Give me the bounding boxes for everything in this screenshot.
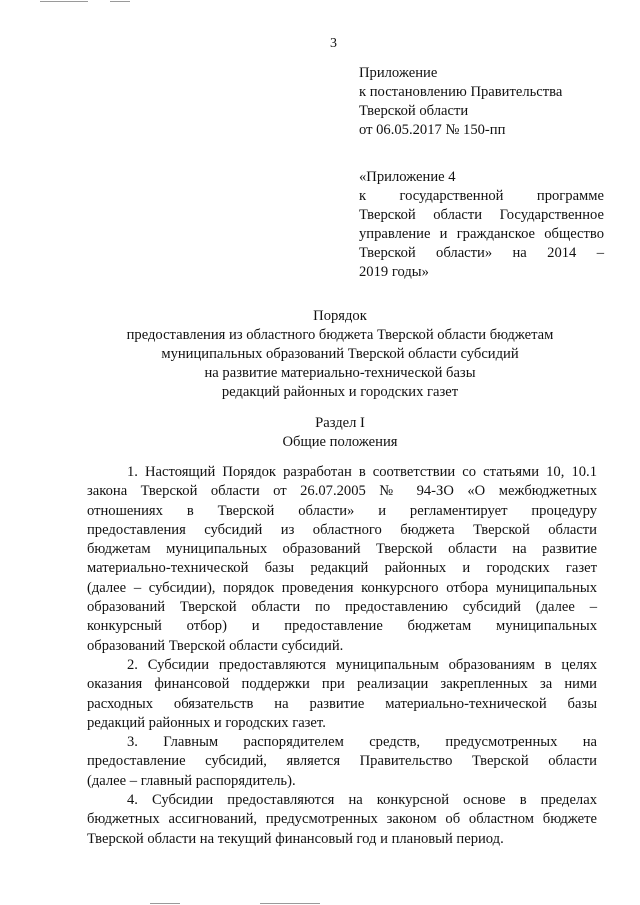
section-number: Раздел I [315, 415, 365, 431]
paragraph-line: (далее – главный распорядитель). [87, 772, 296, 789]
paragraph-line: закона Тверской области от 26.07.2005 № 94-ЗО «О межбюджетных [87, 483, 597, 500]
appendix-line: к постановлению Правительства [359, 84, 563, 100]
paragraph-line: бюджетных ассигнований, предусмотренных законом об областном бюджете [87, 811, 597, 828]
appendix-program-block [359, 168, 604, 282]
paragraph-line: предоставления субсидий из областного бюджета Тверской области [87, 521, 597, 538]
title-line: редакций районных и городских газет [221, 384, 459, 400]
paragraph-line: отношениях в Тверской области» и регламентирует процедуру [87, 502, 597, 519]
paragraph-line: расходных обязательств на развитие материально-технической базы [87, 695, 597, 712]
paragraph-line: 1. Настоящий Порядок разработан в соответствии со статьями 10, 10.1 [127, 464, 597, 480]
appendix-line: к государственной программе [359, 188, 604, 204]
paragraph-line: конкурсный отбор) и предоставление бюджетам муниципальных [87, 618, 597, 635]
document-title [60, 307, 620, 402]
paragraph-line: образований Тверской области по предоставлению субсидий (далее – [87, 599, 597, 616]
section-heading [60, 414, 620, 452]
paragraph-line: материально-технической базы редакций районных и городских газет [87, 560, 597, 577]
title-line: на развитие материально-технической базы [204, 365, 476, 381]
title-line: Порядок [313, 308, 367, 324]
scan-artifact-bottom [150, 903, 180, 904]
paragraph-line: 4. Субсидии предоставляются на конкурсной основе в пределах [127, 792, 597, 809]
paragraph-line: образований Тверской области субсидий. [87, 637, 344, 654]
paragraph-line: 3. Главным распорядителем средств, предусмотренных на [127, 734, 597, 751]
scan-artifact-top [40, 1, 88, 2]
paragraph-line: (далее – субсидии), порядок проведения конкурсного отбора муниципальных [87, 579, 597, 596]
paragraph-line: редакций районных и городских газет. [87, 714, 326, 731]
title-line: предоставления из областного бюджета Тверской области бюджетам [126, 327, 554, 343]
appendix-line: Тверской области [359, 103, 469, 119]
appendix-line: Тверской области Государственное [359, 207, 604, 223]
scan-artifact-top [110, 1, 130, 2]
appendix-line: управление и гражданское общество [359, 226, 604, 242]
appendix-line: от 06.05.2017 № 150-пп [359, 122, 506, 138]
paragraph-line: бюджетам муниципальных образований Тверской области на развитие [87, 541, 597, 558]
appendix-main-block [359, 64, 604, 140]
section-title: Общие положения [282, 434, 398, 450]
appendix-line: «Приложение 4 [359, 169, 456, 185]
appendix-line: Тверской области» на 2014 – [359, 245, 604, 261]
title-line: муниципальных образований Тверской области субсидий [161, 346, 519, 362]
page-number: 3 [330, 36, 337, 51]
appendix-line: Приложение [359, 65, 438, 81]
paragraph-line: оказания финансовой поддержки при реализации закрепленных за ними [87, 676, 597, 693]
paragraph-line: 2. Субсидии предоставляются муниципальным образованиям в целях [127, 656, 597, 673]
body-text [87, 463, 597, 849]
paragraph-line: предоставление субсидий, является Правительство Тверской области [87, 753, 597, 770]
paragraph-line: Тверской области на текущий финансовый год и плановый период. [87, 830, 504, 847]
appendix-line: 2019 годы» [359, 264, 429, 280]
scan-artifact-bottom [260, 903, 320, 904]
